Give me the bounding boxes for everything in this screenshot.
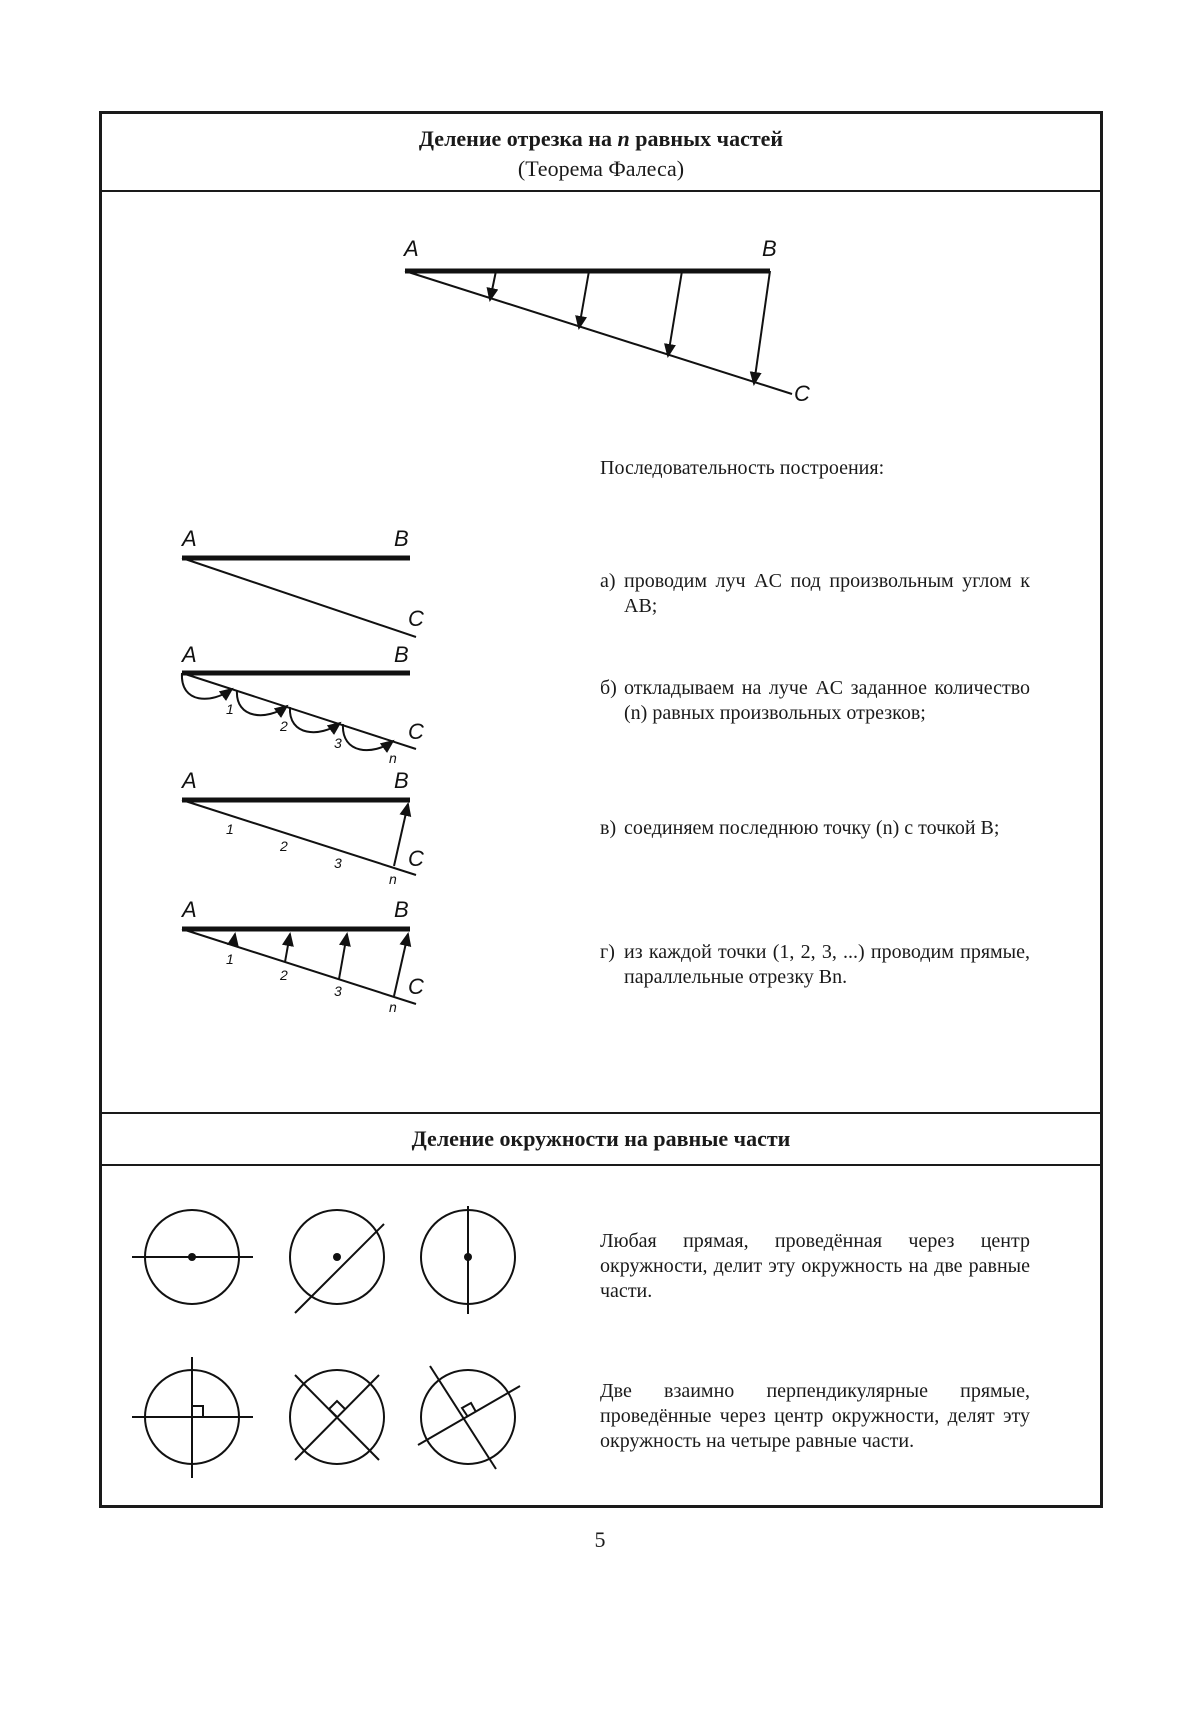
circle-para-2: Две взаимно перпендикулярные прямые, проведённые через центр окружности, делят эту окружность на четыре равные части. xyxy=(600,1380,1030,1452)
svg-text:A: A xyxy=(182,897,197,922)
svg-text:B: B xyxy=(394,897,409,922)
svg-text:2: 2 xyxy=(280,967,288,983)
svg-text:C: C xyxy=(794,381,810,406)
svg-text:A: A xyxy=(182,526,197,551)
svg-text:A: A xyxy=(182,768,197,793)
svg-text:n: n xyxy=(389,999,397,1015)
svg-text:A: A xyxy=(404,236,419,261)
circle-para-1: Любая прямая, проведённая через центр окружности, делит эту окружность на две равные части. xyxy=(600,1230,1030,1302)
svg-text:C: C xyxy=(408,846,424,871)
svg-text:2: 2 xyxy=(280,838,288,854)
svg-text:C: C xyxy=(408,974,424,999)
svg-text:n: n xyxy=(389,871,397,887)
svg-text:1: 1 xyxy=(226,701,234,717)
svg-text:A: A xyxy=(182,642,197,667)
page-frame xyxy=(99,111,1103,1508)
svg-text:B: B xyxy=(762,236,777,261)
step-b-text: б) откладываем на луче AC заданное количество (n) равных произвольных отрезков; xyxy=(600,677,1030,724)
svg-text:B: B xyxy=(394,642,409,667)
step-d-text: г) из каждой точки (1, 2, 3, ...) проводим прямые, параллельные отрезку Bn. xyxy=(600,941,1030,988)
section1-subtitle: (Теорема Фалеса) xyxy=(517,156,685,181)
step-c-text: в) соединяем последнюю точку (n) с точкой B; xyxy=(600,817,1000,839)
svg-text:1: 1 xyxy=(226,951,234,967)
circle-figures xyxy=(102,114,1102,1514)
page-number: 5 xyxy=(594,1527,606,1552)
svg-text:B: B xyxy=(394,768,409,793)
svg-text:1: 1 xyxy=(226,821,234,837)
svg-text:n: n xyxy=(389,750,397,766)
svg-text:3: 3 xyxy=(334,983,342,999)
svg-text:3: 3 xyxy=(334,735,342,751)
svg-text:C: C xyxy=(408,719,424,744)
section2-title: Деление окружности на равные части xyxy=(411,1126,791,1151)
step-a-text: а) проводим луч AC под произвольным углом к AB; xyxy=(600,570,1030,617)
svg-text:B: B xyxy=(394,526,409,551)
svg-text:3: 3 xyxy=(334,855,342,871)
svg-text:2: 2 xyxy=(280,718,288,734)
svg-text:C: C xyxy=(408,606,424,631)
sequence-heading: Последовательность построения: xyxy=(600,457,885,479)
section1-title: Деление отрезка на n равных частей xyxy=(418,126,784,151)
